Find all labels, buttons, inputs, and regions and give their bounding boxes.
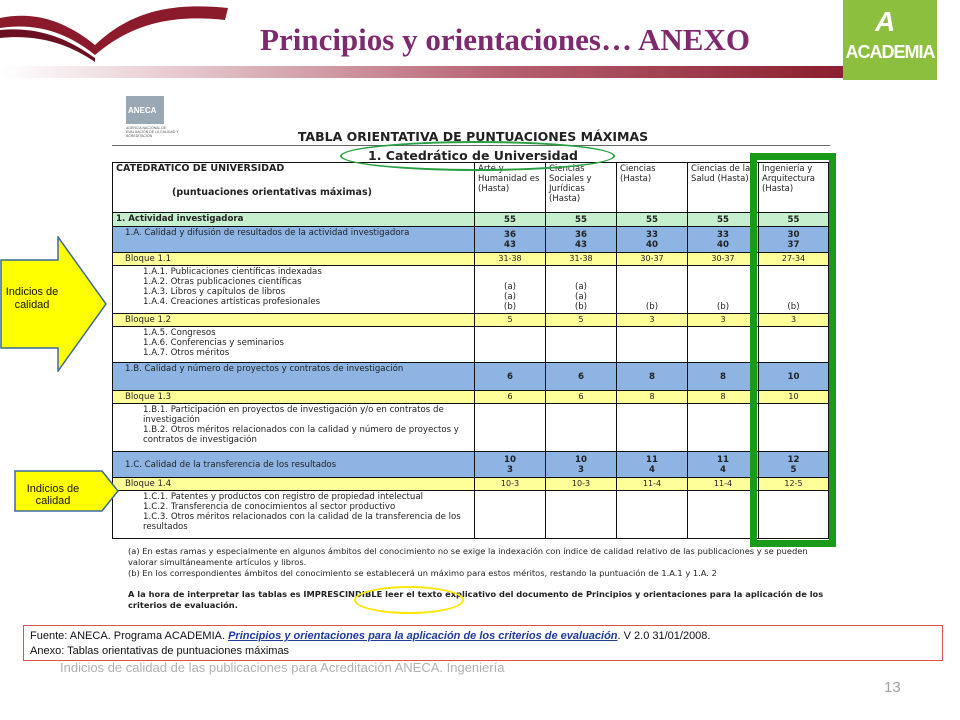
table-row xyxy=(113,327,829,363)
sub-item-label: 1.A.1. Publicaciones científicas indexadas xyxy=(143,267,322,277)
source-version: . V 2.0 31/01/2008. xyxy=(617,630,711,642)
column-header: Ciencias (Hasta) xyxy=(617,163,688,213)
table-row xyxy=(113,452,829,478)
row-value: 30-37 xyxy=(617,253,688,266)
row-value: 10 xyxy=(759,363,829,391)
sub-item-label: 1.C.3. Otros méritos relacionados con la calidad de la transferencia de los resultados xyxy=(143,512,461,532)
arrow-callout-small-label: Indicios de calidad xyxy=(26,483,80,507)
empty-cell xyxy=(546,404,617,452)
table-row xyxy=(113,404,829,452)
row-label: Bloque 1.2 xyxy=(113,314,475,327)
empty-cell xyxy=(475,404,546,452)
header-gradient-bar xyxy=(0,66,843,78)
sub-item-label: 1.C.2. Transferencia de conocimientos al sector productivo xyxy=(143,502,396,512)
table-row xyxy=(113,491,829,539)
row-label: Bloque 1.3 xyxy=(113,391,475,404)
sub-item-label: 1.B.1. Participación en proyectos de investigación y/o en contratos de investigación xyxy=(143,405,444,425)
source-line xyxy=(30,629,936,644)
table-row xyxy=(113,266,829,314)
empty-cell xyxy=(688,404,759,452)
source-document-link[interactable]: Principios y orientaciones para la aplicación de los criterios de evaluación xyxy=(228,630,618,642)
academia-logo xyxy=(843,0,937,80)
row-value: 10 xyxy=(759,391,829,404)
row-label: 1.A. Calidad y difusión de resultados de la actividad investigadora xyxy=(113,227,475,253)
academia-a-icon: A xyxy=(875,6,896,37)
empty-cell xyxy=(546,491,617,539)
empty-cell xyxy=(617,404,688,452)
row-value: 8 xyxy=(688,363,759,391)
empty-cell xyxy=(688,327,759,363)
row-label-group xyxy=(113,327,475,363)
row-value: 10 3 xyxy=(546,452,617,478)
row-value: (b) xyxy=(759,266,829,314)
empty-cell xyxy=(546,327,617,363)
aneca-logo-text: ANECA xyxy=(126,96,164,124)
row-value: 55 xyxy=(546,213,617,227)
footnote-b: (b) En los correspondientes ámbitos del conocimiento se establecerá un máximo para estos méritos, restando la puntuación de 1.A.1 y 1.A. 2 xyxy=(128,568,717,578)
source-text: : ANECA. Programa ACADEMIA. xyxy=(64,630,229,642)
table-row xyxy=(113,314,829,327)
row-value: 10 3 xyxy=(475,452,546,478)
row-label: 1.C. Calidad de la transferencia de los resultados xyxy=(113,452,475,478)
row-value: 36 43 xyxy=(475,227,546,253)
row-value: 10-3 xyxy=(475,478,546,491)
row-value: (a) (a) (b) xyxy=(475,266,546,314)
column-header: Arte y Humanidad es (Hasta) xyxy=(475,163,546,213)
arrow-callout-large-label: Indicios de calidad xyxy=(5,286,59,311)
slide-title: Principios y orientaciones… ANEXO xyxy=(260,22,750,57)
row-value: 11 4 xyxy=(617,452,688,478)
sub-item-label: 1.C.1. Patentes y productos con registro de propiedad intelectual xyxy=(143,492,423,502)
book-logo xyxy=(0,0,230,70)
header-label-cell xyxy=(113,163,475,213)
imprescindible-highlight-ellipse xyxy=(354,586,464,614)
row-value: 12 5 xyxy=(759,452,829,478)
row-value: (a) (a) (b) xyxy=(546,266,617,314)
empty-cell xyxy=(617,327,688,363)
empty-cell xyxy=(475,491,546,539)
row-value: 6 xyxy=(546,391,617,404)
scanned-document xyxy=(108,93,838,623)
row-value: 10-3 xyxy=(546,478,617,491)
row-value: 55 xyxy=(617,213,688,227)
row-value: 33 40 xyxy=(617,227,688,253)
row-value: 55 xyxy=(475,213,546,227)
table-row xyxy=(113,253,829,266)
row-value: 3 xyxy=(617,314,688,327)
sub-item-label: 1.A.5. Congresos xyxy=(143,328,216,338)
row-value: 30-37 xyxy=(688,253,759,266)
row-value: 5 xyxy=(546,314,617,327)
row-label-group xyxy=(113,266,475,314)
slide-footer: Indicios de calidad de las publicaciones para Acreditación ANECA. Ingeniería xyxy=(60,660,505,675)
row-value: (b) xyxy=(617,266,688,314)
document-subtitle: 1. Catedrático de Universidad xyxy=(368,148,578,163)
row-value: 11-4 xyxy=(688,478,759,491)
row-value: 3 xyxy=(688,314,759,327)
row-value: 12-5 xyxy=(759,478,829,491)
academia-logo-text: ACADEMIA xyxy=(845,42,935,62)
source-label: Fuente xyxy=(30,630,65,642)
row-value: 6 xyxy=(546,363,617,391)
row-label: Bloque 1.4 xyxy=(113,478,475,491)
sub-item-label: 1.B.2. Otros méritos relacionados con la calidad y número de proyectos y contratos de investigación xyxy=(143,425,459,445)
sub-item-label: 1.A.3. Libros y capítulos de libros xyxy=(143,287,286,297)
empty-cell xyxy=(688,491,759,539)
row-value: 6 xyxy=(475,363,546,391)
row-value: 31-38 xyxy=(475,253,546,266)
header-label-line1: CATEDRÁTICO DE UNIVERSIDAD xyxy=(116,163,285,174)
row-value: 33 40 xyxy=(688,227,759,253)
page-number: 13 xyxy=(884,679,901,696)
row-value: 31-38 xyxy=(546,253,617,266)
empty-cell xyxy=(475,327,546,363)
footnote-a: (a) En estas ramas y especialmente en algunos ámbitos del conocimiento no se exige la indexación con índice de calidad relativo de las publicaciones y se pueden valorar simultáneamente artículos y libros. xyxy=(128,546,808,567)
sub-item-label: 1.A.4. Creaciones artísticas profesionales xyxy=(143,297,321,307)
row-value: 36 43 xyxy=(546,227,617,253)
score-table xyxy=(112,162,829,539)
row-value: 8 xyxy=(617,363,688,391)
row-label-group xyxy=(113,491,475,539)
row-value: 11 4 xyxy=(688,452,759,478)
table-row xyxy=(113,213,829,227)
document-footnotes xyxy=(128,546,828,611)
sub-item-label: 1.A.2. Otras publicaciones científicas xyxy=(143,277,302,287)
row-label: 1. Actividad investigadora xyxy=(113,213,475,227)
table-row xyxy=(113,478,829,491)
source-citation-box xyxy=(23,625,943,661)
table-row xyxy=(113,391,829,404)
row-value: 11-4 xyxy=(617,478,688,491)
column-header: Ciencias Sociales y Jurídicas (Hasta) xyxy=(546,163,617,213)
row-value: 8 xyxy=(688,391,759,404)
footnote-important: A la hora de interpretar las tablas es IMPRESCINDIBLE leer el texto explicativo del documento de Principios y orientaciones para la aplicación de los criterios de evaluación. xyxy=(128,589,824,610)
row-label: Bloque 1.1 xyxy=(113,253,475,266)
column-header: Ciencias de la Salud (Hasta) xyxy=(688,163,759,213)
row-value: 5 xyxy=(475,314,546,327)
row-label-group xyxy=(113,404,475,452)
subtitle-highlight-ellipse xyxy=(340,141,615,171)
row-value: 55 xyxy=(759,213,829,227)
row-value: 8 xyxy=(617,391,688,404)
row-value: 3 xyxy=(759,314,829,327)
header-label-line2: (puntuaciones orientativas máximas) xyxy=(172,187,372,198)
row-value: 55 xyxy=(688,213,759,227)
row-label: 1.B. Calidad y número de proyectos y contratos de investigación xyxy=(113,363,475,391)
column-header: Ingeniería y Arquitectura (Hasta) xyxy=(759,163,829,213)
document-title: TABLA ORIENTATIVA DE PUNTUACIONES MÁXIMAS xyxy=(297,129,649,144)
row-value: 6 xyxy=(475,391,546,404)
sub-item-label: 1.A.7. Otros méritos xyxy=(143,348,230,358)
source-annex: Anexo: Tablas orientativas de puntuaciones máximas xyxy=(30,645,290,657)
row-value: (b) xyxy=(688,266,759,314)
row-value: 27-34 xyxy=(759,253,829,266)
table-row xyxy=(113,363,829,391)
sub-item-label: 1.A.6. Conferencias y seminarios xyxy=(143,338,284,348)
empty-cell xyxy=(617,491,688,539)
row-value: 30 37 xyxy=(759,227,829,253)
table-row xyxy=(113,227,829,253)
aneca-logo-subtext: AGENCIA NACIONAL DE EVALUACIÓN DE LA CALIDAD Y ACREDITACIÓN xyxy=(126,126,179,138)
engineering-column-highlight xyxy=(750,153,836,547)
